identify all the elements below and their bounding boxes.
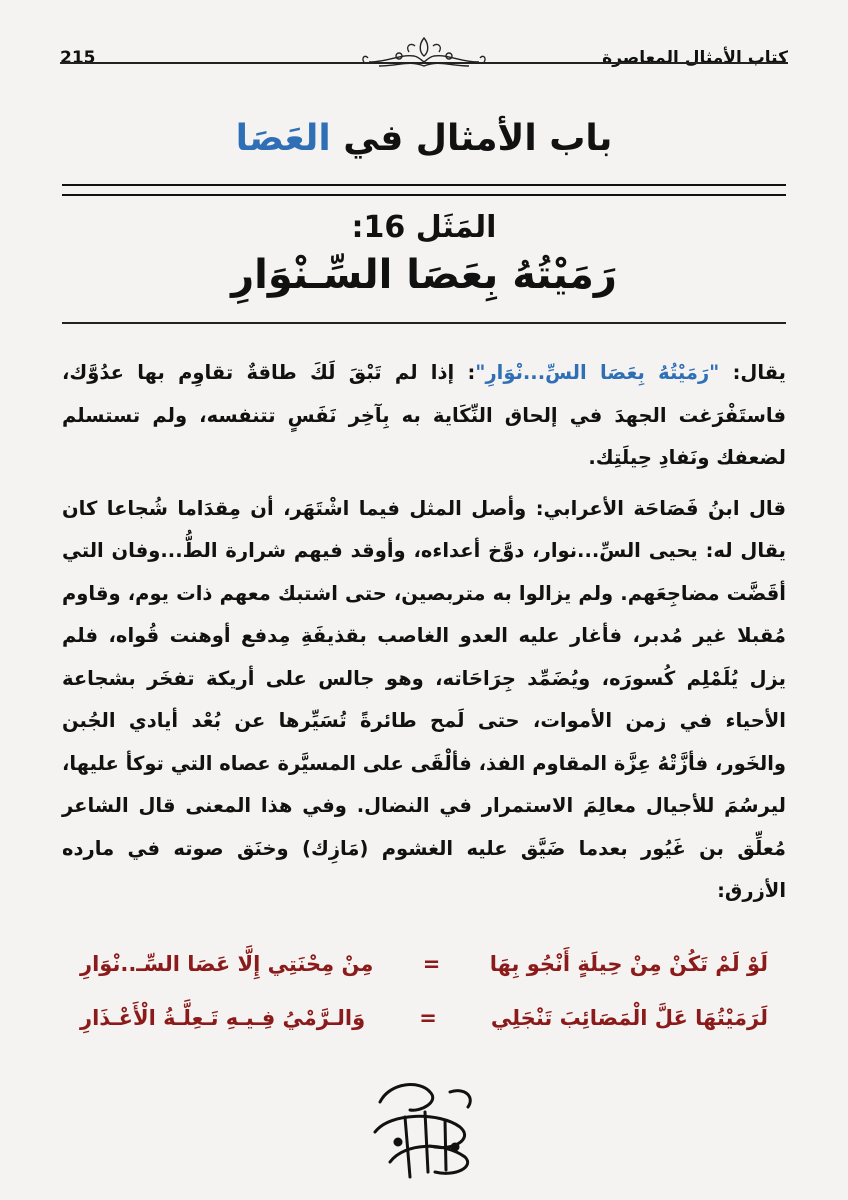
header-divider (60, 62, 788, 64)
verse-2-separator: = (419, 1006, 437, 1030)
verse-line-2 (80, 1006, 768, 1030)
paragraph-1-lead: يقال: (719, 361, 787, 384)
body-text (62, 352, 786, 921)
verse-1-second-hemistich: مِنْ مِحْنَتِي إِلَّا عَصَا السِّـ..نْوَارِ (80, 952, 374, 976)
ornament-divider-icon (359, 32, 489, 76)
proverb-title: رَمَيْتُهُ بِعَصَا السِّـنْوَارِ (231, 252, 617, 298)
book-title: كتاب الأمثال المعاصرة (602, 48, 788, 68)
verse-1-first-hemistich: لَوْ لَمْ تَكُنْ مِنْ حِيلَةٍ أَنْجُو بِهَا (489, 952, 768, 976)
proverb-number: المَثَل 16: (351, 210, 497, 245)
chapter-title-prefix: باب الأمثال في (330, 118, 613, 159)
verse-2-first-hemistich: لَرَمَيْتُهَا عَلَّ الْمَصَائِبَ تَنْجَلِي (490, 1006, 768, 1030)
verse-line-1 (80, 952, 768, 976)
page-header (60, 30, 788, 90)
title-divider (62, 322, 786, 324)
page-number: 215 (60, 48, 96, 68)
verse-2-second-hemistich: وَالـرَّمْيُ فِـيـهِ تَـعِلَّـةُ الْأَعْـذَارِ (80, 1006, 366, 1030)
calligraphic-signature-icon (350, 1072, 500, 1187)
verse-1-separator: = (422, 952, 441, 976)
proverb-quote: "رَمَيْتُهُ بِعَصَا السِّ...نْوَارِ" (475, 361, 720, 384)
paragraph-1-rest: : إذا لم تَبْقَ لَكَ طاقةٌ تقاوِم بها عدُوَّك، فاستَفْرَغت الجهدَ في إلحاق النِّكَاية به بِآخِر نَفَسٍ تتنفسه، ولم تستسلم لضعفك ونَفادِ حِيلَتِك. (62, 361, 786, 469)
paragraph-1 (62, 352, 786, 480)
chapter-title-highlight: العَصَا (235, 118, 331, 159)
paragraph-2: قال ابنُ فَصَاحَة الأعرابي: وأصل المثل فيما اشْتَهَر، أن مِقدَاما شُجاعا كان يقال له: يحيى السِّ...نوار، دوَّخ أعداءه، وأوقد فيهم شرارة الطُّ...وفان التي أقَضَّت مضاجِعَهم. ولم يزالوا به متربصين، حتى اشتبك معهم ذات يوم، وقاوم مُقبلا غير مُدبر، فأغار عليه العدو الغاصب بقذيفَةِ مِدفع أوهنت قُواه، فلم يزل يُلَمْلِم كُسورَه، ويُضَمِّد جِرَاحَاته، وهو جالس على أريكة تفخَر بشجاعة الأحياء في زمن الأموات، حتى لَمح طائرةً تُسَيِّرها عن بُعْد أيادي الجُبن والخَور، فأزَّتْهُ عِزَّة المقاوم الفذ، فألْقَى على المسيَّرة عصاه التي توكأ عليها، ليرسُمَ للأجيال معالِمَ الاستمرار في النضال. وفي هذا المعنى قال الشاعر مُعلِّق بن غَيُور بعدما ضَيَّق عليه الغشوم (مَازِك) وخنَق صوته في مارده الأزرق: (62, 496, 786, 902)
chapter-divider (62, 184, 786, 196)
chapter-title (0, 118, 848, 159)
